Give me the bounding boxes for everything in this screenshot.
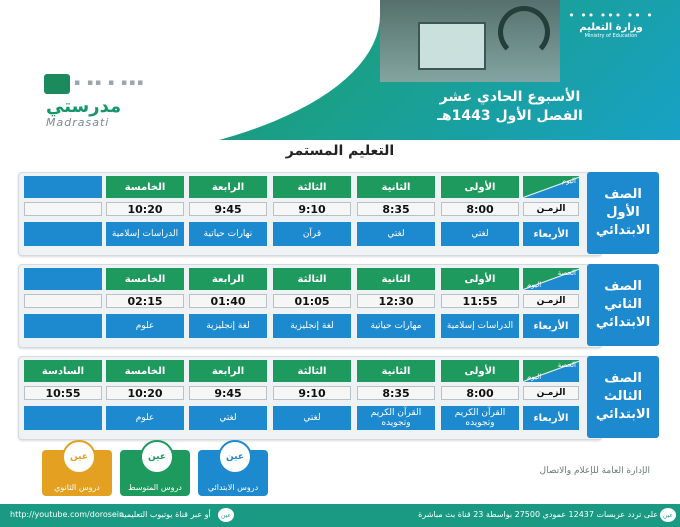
footer-ain-badge-right: عين xyxy=(660,508,676,522)
period-subject xyxy=(24,222,102,246)
period-header: الرابعة xyxy=(189,176,267,198)
madrasati-name-en: Madrasati xyxy=(46,116,110,129)
grade-label-line: الصف xyxy=(604,187,642,202)
period-subject: الدراسات إسلامية xyxy=(106,222,184,246)
ain-logo-icon: عين xyxy=(218,440,252,474)
grade-label-line: الابتدائي xyxy=(595,223,651,238)
period-header xyxy=(24,176,102,198)
period-header: السادسة xyxy=(24,360,102,382)
footer-youtube-link[interactable]: http://youtube.com/dorosein xyxy=(10,510,125,519)
period-time xyxy=(24,202,102,216)
grade-label xyxy=(587,356,659,438)
footer-bar xyxy=(0,504,680,527)
header-corner-cell xyxy=(523,268,579,290)
period-time xyxy=(24,294,102,308)
footer-ain-badge-left: عين xyxy=(218,508,234,522)
laptop-screen-icon xyxy=(418,22,486,70)
headset-icon xyxy=(498,6,550,58)
header-corner-cell xyxy=(523,176,579,198)
period-time: 9:45 xyxy=(189,386,267,400)
period-time: 01:40 xyxy=(189,294,267,308)
period-time: 9:10 xyxy=(273,202,351,216)
period-time: 8:00 xyxy=(441,386,519,400)
period-header: الخامسة xyxy=(106,176,184,198)
footer-satellite-info: على تردد عربسات 12437 عمودي 27500 بواسطة 23 قناة بث مباشرة xyxy=(418,510,658,519)
period-header xyxy=(24,268,102,290)
page-title: التعليم المستمر xyxy=(285,143,395,159)
moe-name-en: Ministry of Education xyxy=(584,33,638,39)
period-subject: لغتي xyxy=(273,406,351,430)
period-header: الرابعة xyxy=(189,268,267,290)
period-header: الثانية xyxy=(357,268,435,290)
day-row-label: الأربعاء xyxy=(523,406,579,430)
corner-top-label: اليوم xyxy=(561,177,576,185)
grade-label-line: الصف xyxy=(604,371,642,386)
madrasati-dots: ▪▪▪ ▪ ▪▪ ▪ xyxy=(74,78,146,88)
period-header: الثالثة xyxy=(273,176,351,198)
header-corner-cell xyxy=(523,360,579,382)
period-time: 10:20 xyxy=(106,386,184,400)
period-subject: علوم xyxy=(106,406,184,430)
period-header: الثالثة xyxy=(273,360,351,382)
period-subject xyxy=(24,406,102,430)
madrasati-mark-icon xyxy=(44,74,70,94)
grade-label-line: الثالث xyxy=(603,389,643,404)
moe-dots: • •• ••• •• • xyxy=(568,9,654,22)
grade-label-line: الابتدائي xyxy=(595,315,651,330)
madrasati-logo xyxy=(40,68,150,130)
period-subject: مهارات حياتية xyxy=(357,314,435,338)
period-header: الأولى xyxy=(441,176,519,198)
period-time: 8:35 xyxy=(357,386,435,400)
period-header: الرابعة xyxy=(189,360,267,382)
moe-name: وزارة التعليم xyxy=(579,22,643,33)
period-header: الأولى xyxy=(441,268,519,290)
period-subject: علوم xyxy=(106,314,184,338)
period-time: 8:35 xyxy=(357,202,435,216)
ain-channel-button[interactable] xyxy=(198,450,268,496)
ain-channel-label: دروس الابتدائي xyxy=(207,483,259,492)
madrasati-name-ar: مدرستي xyxy=(46,96,122,117)
time-row-label: الزمـن xyxy=(523,386,579,400)
ain-channel-label: دروس المتوسط xyxy=(128,483,182,492)
period-subject: نهارات حياتية xyxy=(189,222,267,246)
week-line-2: الفصل الأول 1443هـ xyxy=(437,108,583,124)
period-subject xyxy=(24,314,102,338)
header-photo xyxy=(380,0,560,82)
period-subject: لغة إنجليزية xyxy=(273,314,351,338)
header-banner xyxy=(0,0,680,140)
period-header: الثانية xyxy=(357,360,435,382)
period-time: 9:45 xyxy=(189,202,267,216)
period-subject: قرآن xyxy=(273,222,351,246)
week-line-1: الأسبوع الحادي عشر xyxy=(439,89,581,105)
time-row-label: الزمـن xyxy=(523,294,579,308)
grade-label xyxy=(587,172,659,254)
corner-bottom-label: اليوم xyxy=(527,373,542,381)
footer-youtube-text: أو عبر قناة يوتيوب التعليمية xyxy=(120,510,211,519)
grade-label-line: الثاني xyxy=(604,297,642,312)
period-time: 11:55 xyxy=(441,294,519,308)
day-row-label: الأربعاء xyxy=(523,314,579,338)
time-row-label: الزمـن xyxy=(523,202,579,216)
ain-channel-button[interactable] xyxy=(120,450,190,496)
corner-bottom-label: اليوم xyxy=(527,281,542,289)
grade-label-line: الأول xyxy=(606,205,640,220)
period-header: الخامسة xyxy=(106,268,184,290)
grade-label-line: الصف xyxy=(604,279,642,294)
week-caption xyxy=(430,88,590,126)
ain-logo-icon: عين xyxy=(62,440,96,474)
media-dept-calligraphy: الإدارة العامة للإعلام والاتصال xyxy=(539,466,650,476)
period-time: 01:05 xyxy=(273,294,351,308)
period-subject: لغتي xyxy=(441,222,519,246)
corner-top-label: الحصة xyxy=(557,361,576,369)
period-header: الخامسة xyxy=(106,360,184,382)
period-subject: الدراسات إسلامية xyxy=(441,314,519,338)
period-time: 10:20 xyxy=(106,202,184,216)
period-time: 12:30 xyxy=(357,294,435,308)
ain-channel-button[interactable] xyxy=(42,450,112,496)
period-header: الثانية xyxy=(357,176,435,198)
period-time: 8:00 xyxy=(441,202,519,216)
period-subject: القرآن الكريم وتجويده xyxy=(357,406,435,430)
period-subject: القرآن الكريم وتجويده xyxy=(441,406,519,430)
day-row-label: الأربعاء xyxy=(523,222,579,246)
period-subject: لغتي xyxy=(189,406,267,430)
period-subject: لغة إنجليزية xyxy=(189,314,267,338)
period-header: الأولى xyxy=(441,360,519,382)
moe-logo xyxy=(556,10,666,39)
ain-logo-icon: عين xyxy=(140,440,174,474)
period-subject: لغتي xyxy=(357,222,435,246)
grade-label-line: الابتدائي xyxy=(595,407,651,422)
period-time: 02:15 xyxy=(106,294,184,308)
grade-label xyxy=(587,264,659,346)
ain-channel-label: دروس الثانوي xyxy=(54,483,100,492)
period-time: 9:10 xyxy=(273,386,351,400)
period-header: الثالثة xyxy=(273,268,351,290)
corner-top-label: الحصة xyxy=(557,269,576,277)
period-time: 10:55 xyxy=(24,386,102,400)
